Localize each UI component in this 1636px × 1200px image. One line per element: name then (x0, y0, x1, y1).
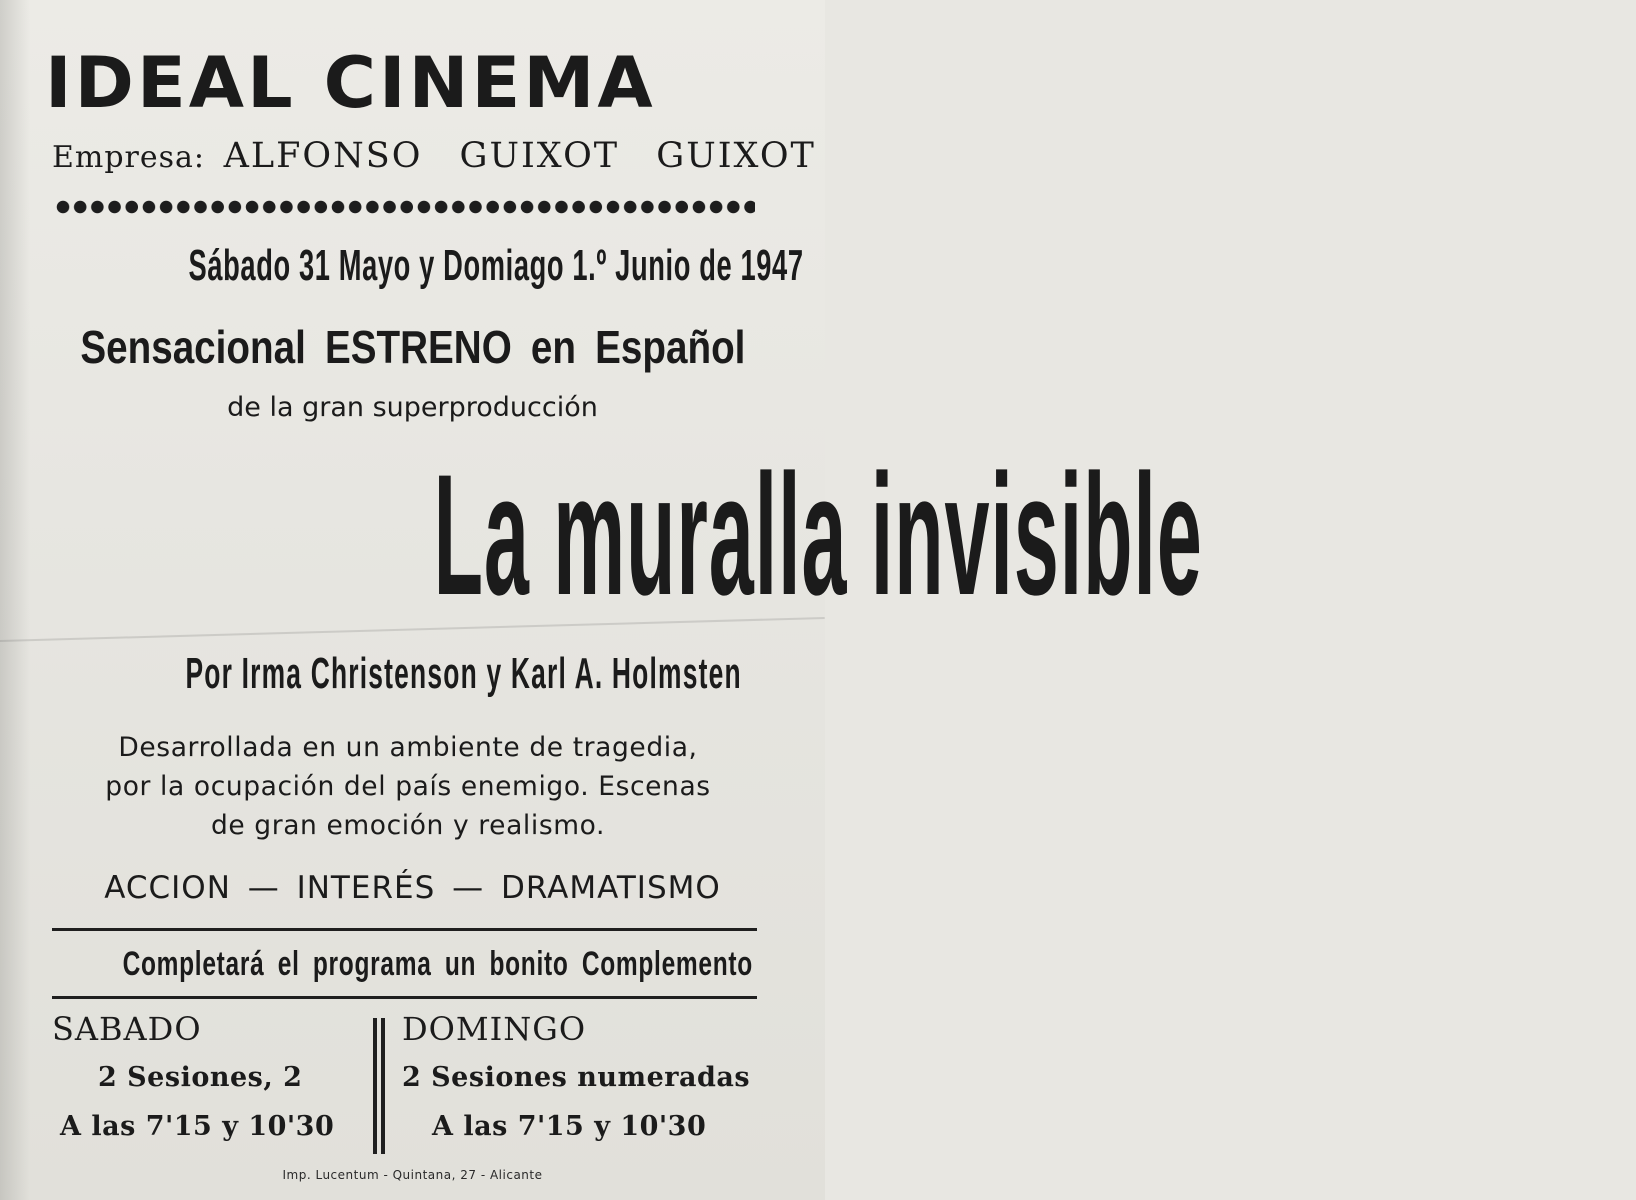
complement-line (0, 944, 825, 984)
printer-imprint: Imp. Lucentum - Quintana, 27 - Alicante (282, 1168, 543, 1182)
film-title-line (0, 439, 1203, 631)
company-label: Empresa: (52, 140, 206, 175)
description-line: Desarrollada en un ambiente de tragedia, (118, 732, 698, 763)
description-line: por la ocupación del país enemigo. Escenas (105, 771, 711, 802)
sunday-column (402, 1010, 772, 1142)
premiere-text: Sensacional ESTRENO en Español (79, 321, 746, 373)
bottom-rule (52, 996, 757, 999)
column-divider-left (373, 1018, 377, 1154)
company-owner: ALFONSO GUIXOT GUIXOT (223, 136, 816, 176)
sunday-day: DOMINGO (402, 1010, 587, 1048)
screening-date: Sábado 31 Mayo y Domiago 1.º Junio de 1947 (188, 241, 804, 290)
description-line: de gran emoción y realismo. (210, 810, 606, 841)
cast-text: Por Irma Christenson y Karl A. Holmsten (185, 649, 742, 698)
screening-date-line (0, 240, 825, 291)
saturday-column (52, 1010, 422, 1142)
column-divider-right (381, 1018, 385, 1154)
company-line (52, 136, 816, 176)
genres: ACCION — INTERÉS — DRAMATISMO (104, 870, 721, 906)
saturday-day: SABADO (52, 1010, 202, 1048)
cast-line (0, 648, 825, 699)
description (48, 728, 768, 845)
saturday-sessions: 2 Sesiones, 2 (98, 1062, 303, 1093)
dotted-divider (55, 198, 755, 216)
cinema-name: IDEAL CINEMA (45, 42, 656, 124)
top-rule (52, 928, 757, 931)
intro-text: de la gran superproducción (227, 392, 598, 423)
film-title: La muralla invisible (433, 439, 1203, 631)
premiere-line (0, 320, 825, 374)
sunday-times: A las 7'15 y 10'30 (432, 1111, 707, 1142)
complement-text: Completará el programa un bonito Complemento (122, 945, 753, 983)
saturday-times: A las 7'15 y 10'30 (60, 1111, 335, 1142)
sunday-sessions: 2 Sesiones numeradas (402, 1062, 751, 1093)
